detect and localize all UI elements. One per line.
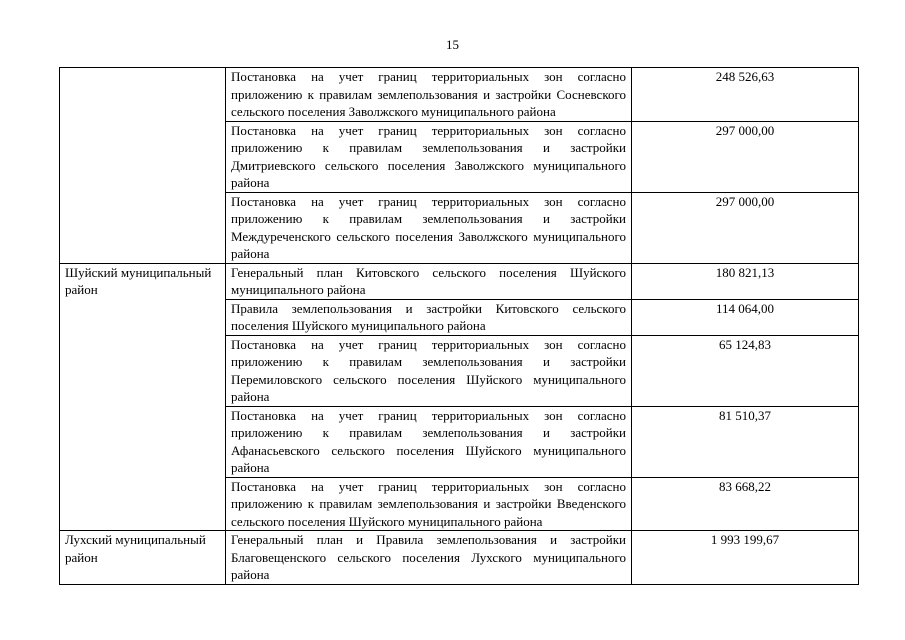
- description-cell: Постановка на учет границ территориальных зон согласно приложению к правилам землепользования и застройки Сосневского сельского поселения Заволжского муниципального района: [226, 68, 632, 122]
- amount-cell: 83 668,22: [632, 477, 859, 531]
- budget-table: [59, 67, 859, 585]
- table-row: [60, 263, 859, 299]
- description-cell: Постановка на учет границ территориальных зон согласно приложению к правилам землепользования и застройки Дмитриевского сельского поселения Заволжского муниципального района: [226, 121, 632, 192]
- description-cell: Постановка на учет границ территориальных зон согласно приложению к правилам землепользования и застройки Введенского сельского поселения Шуйского муниципального района: [226, 477, 632, 531]
- description-cell: Постановка на учет границ территориальных зон согласно приложению к правилам землепользования и застройки Перемиловского сельского поселения Шуйского муниципального района: [226, 335, 632, 406]
- table-body: [60, 68, 859, 585]
- description-cell: Правила землепользования и застройки Китовского сельского поселения Шуйского муниципального района: [226, 299, 632, 335]
- amount-cell: 114 064,00: [632, 299, 859, 335]
- description-cell: Постановка на учет границ территориальных зон согласно приложению к правилам землепользования и застройки Афанасьевского сельского поселения Шуйского муниципального района: [226, 406, 632, 477]
- description-cell: Генеральный план и Правила землепользования и застройки Благовещенского сельского поселения Лухского муниципального района: [226, 531, 632, 585]
- district-cell: Лухский муниципальный район: [60, 531, 226, 585]
- district-cell: Шуйский муниципальный район: [60, 263, 226, 531]
- description-cell: Постановка на учет границ территориальных зон согласно приложению к правилам землепользования и застройки Междуреченского сельского поселения Заволжского муниципального района: [226, 192, 632, 263]
- amount-cell: 81 510,37: [632, 406, 859, 477]
- amount-cell: 1 993 199,67: [632, 531, 859, 585]
- table-row: [60, 68, 859, 122]
- amount-cell: 297 000,00: [632, 121, 859, 192]
- district-cell: [60, 68, 226, 264]
- table-row: [60, 531, 859, 585]
- amount-cell: 180 821,13: [632, 263, 859, 299]
- description-cell: Генеральный план Китовского сельского поселения Шуйского муниципального района: [226, 263, 632, 299]
- page-number: 15: [446, 37, 459, 52]
- amount-cell: 248 526,63: [632, 68, 859, 122]
- amount-cell: 65 124,83: [632, 335, 859, 406]
- amount-cell: 297 000,00: [632, 192, 859, 263]
